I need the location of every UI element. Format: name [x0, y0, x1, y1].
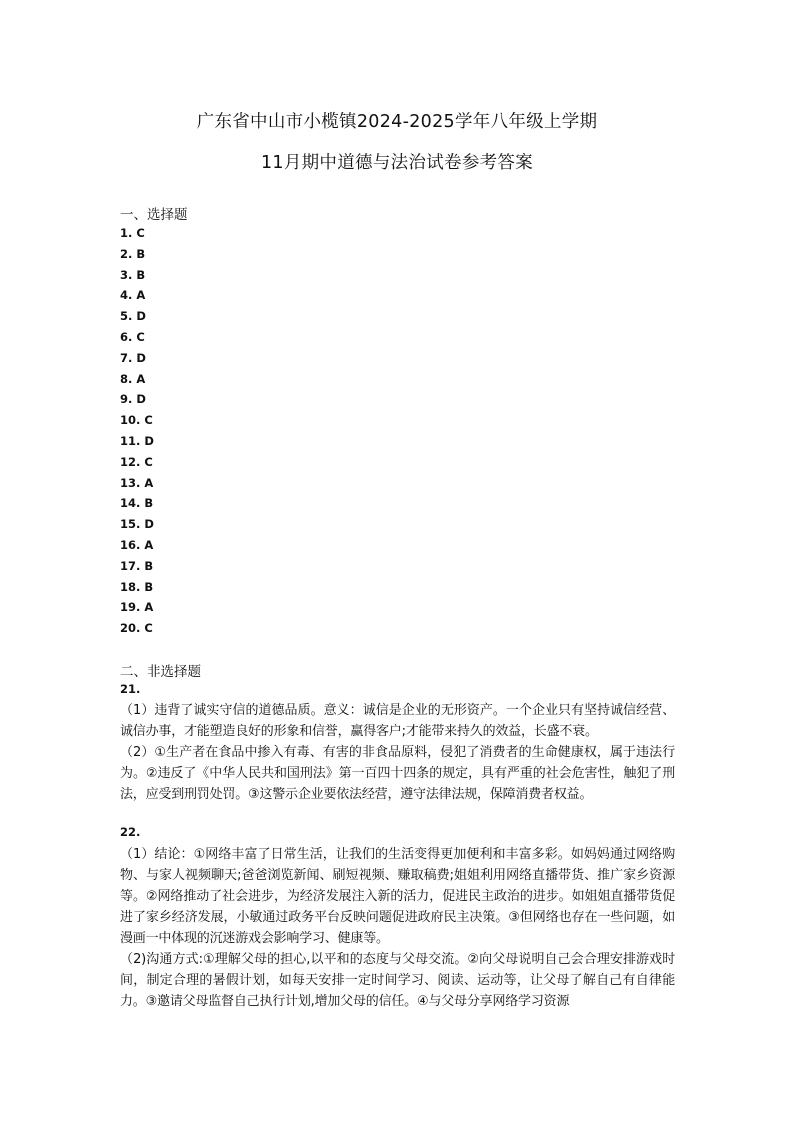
question-22-part-1: （1）结论：①网络丰富了日常生活，让我们的生活变得更加便利和丰富多彩。如妈妈通过网络购物、与家人视频聊天;爸爸浏览新闻、刷短视频、赚取稿费;姐姐利用网络直播带货、推广家乡资源等。②网络推动了社会进步，为经济发展注入新的活力，促进民主政治的进步。如姐姐直播带货促进了家乡经济发展，小敏通过政务平台反映问题促进政府民主决策。③但网络也存在一些问题，如漫画一中体现的沉迷游戏会影响学习、健康等。: [120, 847, 675, 946]
question-21-number: 21.: [120, 682, 141, 696]
document-title-line-1: 广东省中山市小榄镇2024-2025学年八年级上学期: [196, 112, 598, 132]
answer-item: 6. C: [120, 329, 145, 344]
question-21-part-2: （2）①生产者在食品中掺入有毒、有害的非食品原料，侵犯了消费者的生命健康权，属于违法行为。②违反了《中华人民共和国刑法》第一百四十四条的规定，具有严重的社会危害性，触犯了刑法，应受到刑罚处罚。③这警示企业要依法经营，遵守法律法规，保障消费者权益。: [120, 745, 675, 802]
answer-item: 11. D: [120, 433, 154, 448]
answer-item: 14. B: [120, 496, 154, 511]
answer-item: 18. B: [120, 579, 154, 594]
answer-item: 19. A: [120, 600, 154, 615]
multiple-choice-answer-list: [120, 223, 154, 639]
answer-item: 8. A: [120, 371, 146, 386]
answer-item: 5. D: [120, 309, 146, 324]
answer-item: 10. C: [120, 413, 153, 428]
document-title-line-2: 11月期中道德与法治试卷参考答案: [260, 153, 534, 173]
question-22-part-2: （2)沟通方式:①理解父母的担心,以平和的态度与父母交流。②向父母说明自己会合理安排游戏时间，制定合理的暑假计划，如每天安排一定时间学习、阅读、运动等，让父母了解自己有自律能力。③邀请父母监督自己执行计划,增加父母的信任。④与父母分享网络学习资源: [120, 952, 675, 1009]
answer-item: 15. D: [120, 517, 154, 532]
answer-item: 16. A: [120, 537, 154, 552]
answer-item: 13. A: [120, 475, 154, 490]
answer-item: 1. C: [120, 226, 145, 240]
section-heading-non-choice: 二、非选择题: [120, 664, 201, 680]
answer-item: 17. B: [120, 558, 154, 573]
answer-item: 3. B: [120, 267, 146, 282]
answer-item: 12. C: [120, 454, 153, 469]
answer-item: 20. C: [120, 621, 153, 636]
question-22-number: 22.: [120, 825, 141, 839]
section-heading-multiple-choice: 一、选择题: [120, 207, 188, 223]
answer-item: 7. D: [120, 350, 146, 365]
question-21-part-1: （1）违背了诚实守信的道德品质。意义：诚信是企业的无形资产。一个企业只有坚持诚信经营、诚信办事，才能塑造良好的形象和信誉，赢得客户;才能带来持久的效益，长盛不衰。: [120, 703, 675, 739]
answer-item: 4. A: [120, 288, 146, 303]
answer-item: 9. D: [120, 392, 146, 407]
answer-item: 2. B: [120, 246, 146, 261]
